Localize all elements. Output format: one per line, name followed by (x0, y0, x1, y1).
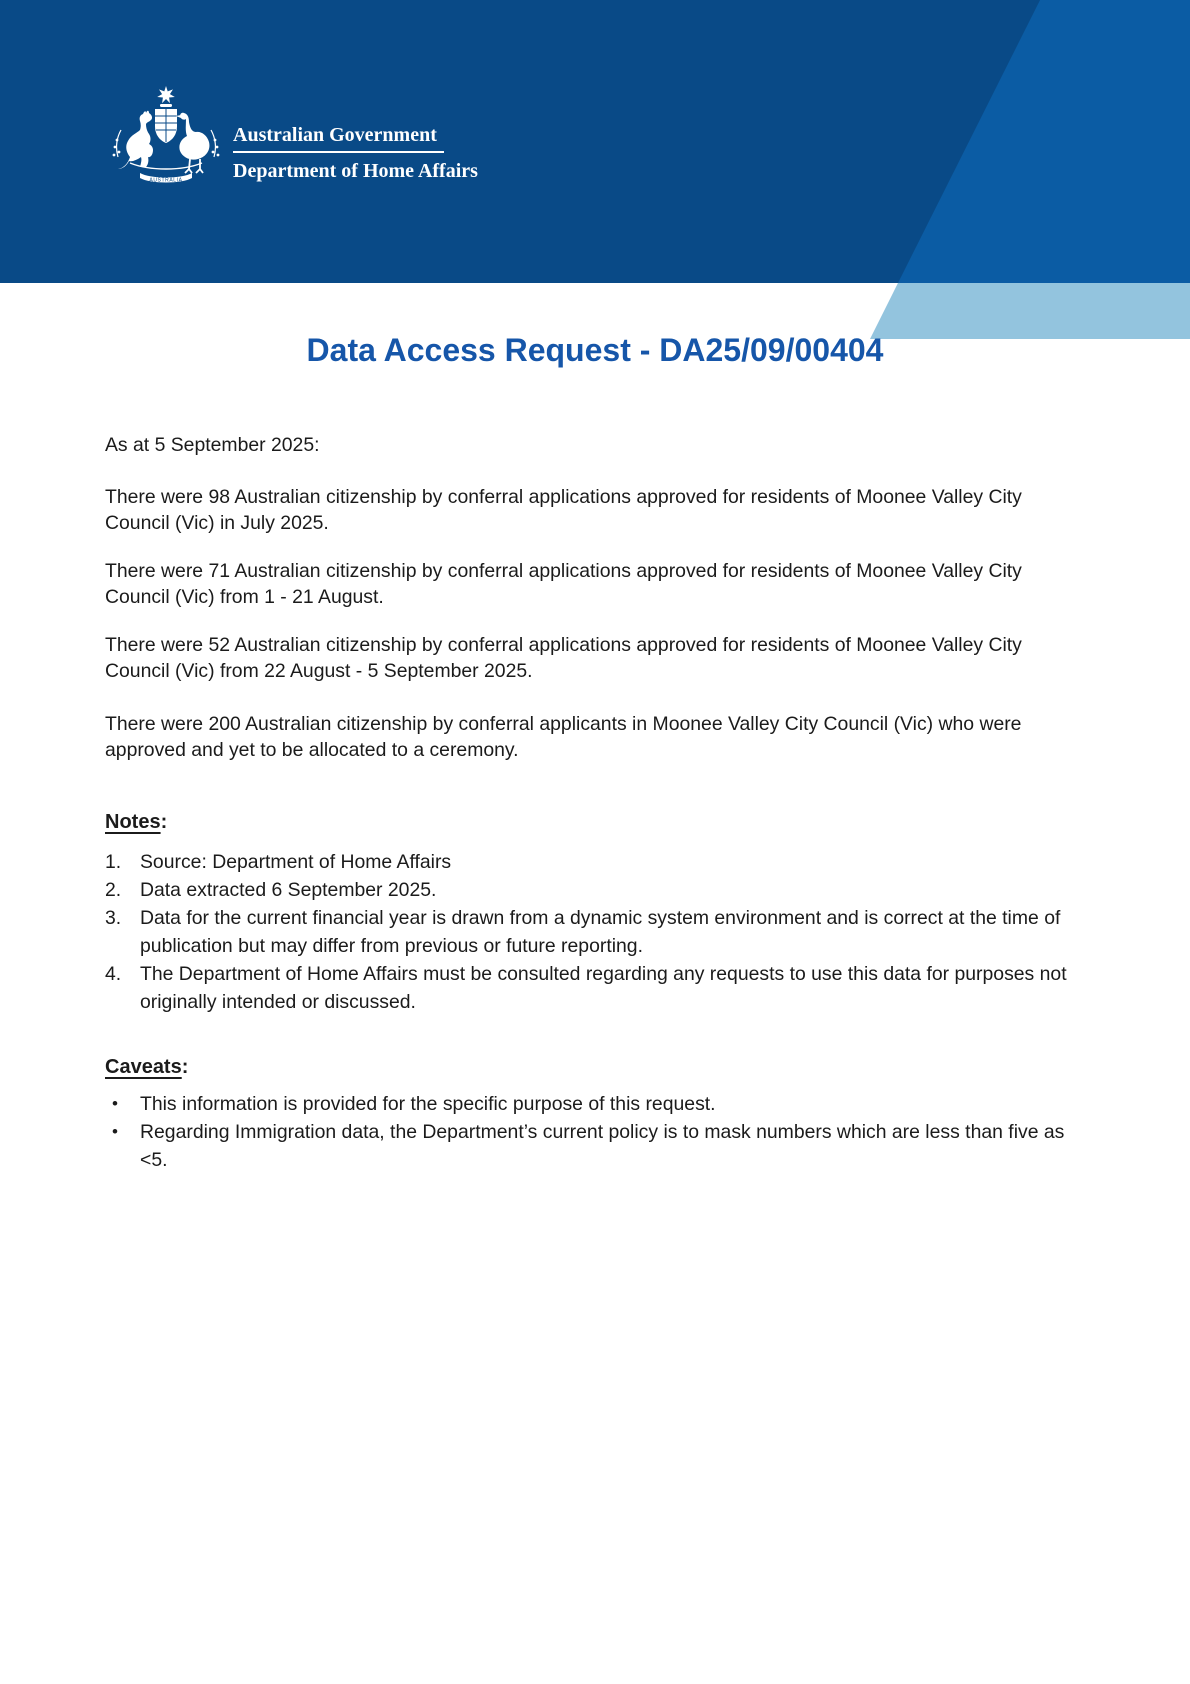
note-number: 3. (105, 907, 122, 929)
note-item (105, 876, 1085, 904)
statement-paragraph: There were 71 Australian citizenship by conferral applications approved for residents of Moonee Valley City Council (Vic) from 1 - 21 August. (105, 560, 1022, 608)
note-text: Data for the current financial year is drawn from a dynamic system environment and is correct at the time of publication but may differ from previous or future reporting. (140, 907, 1061, 957)
note-text: Source: Department of Home Affairs (140, 851, 452, 873)
logo-org-name: Australian Government (233, 124, 437, 146)
statement-paragraph: There were 98 Australian citizenship by conferral applications approved for residents of Moonee Valley City Council (Vic) in July 2025. (105, 486, 1022, 534)
caveats-heading (105, 1055, 188, 1079)
note-item (105, 904, 1085, 960)
logo-dept-name: Department of Home Affairs (233, 160, 478, 182)
caveat-item (105, 1118, 1085, 1174)
note-item (105, 960, 1085, 1016)
caveat-item (105, 1090, 1085, 1118)
page-title: Data Access Request - DA25/09/00404 (306, 332, 884, 368)
statement-paragraph: There were 200 Australian citizenship by conferral applicants in Moonee Valley City Council (Vic) who were approved and yet to be allocated to a ceremony. (105, 713, 1022, 761)
caveats-heading-word: Caveats (105, 1056, 182, 1078)
note-number: 1. (105, 851, 122, 873)
caveats-heading-colon: : (181, 1056, 189, 1078)
statement-paragraph: There were 52 Australian citizenship by conferral applications approved for residents of Moonee Valley City Council (Vic) from 22 August - 5 September 2025. (105, 634, 1022, 682)
note-text: Data extracted 6 September 2025. (140, 879, 437, 901)
logo-text-block (233, 85, 478, 193)
notes-heading-word: Notes (105, 811, 161, 833)
as-at-line: As at 5 September 2025: (105, 434, 320, 456)
notes-heading (105, 810, 167, 834)
australian-coat-of-arms-icon (110, 85, 222, 193)
crest-ribbon-text: AUSTRALIA (149, 177, 183, 184)
bullet-icon: • (112, 1122, 118, 1141)
caveat-text: This information is provided for the specific purpose of this request. (140, 1093, 716, 1115)
notes-heading-colon: : (160, 811, 168, 833)
government-logo (110, 85, 478, 193)
caveat-text: Regarding Immigration data, the Department’s current policy is to mask numbers which are less than five as <5. (140, 1121, 1065, 1171)
bullet-icon: • (112, 1094, 118, 1113)
caveats-list (105, 1090, 1085, 1174)
logo-separator-line (233, 151, 444, 153)
notes-list (105, 848, 1085, 1016)
note-item (105, 848, 1085, 876)
note-number: 4. (105, 963, 122, 985)
note-text: The Department of Home Affairs must be consulted regarding any requests to use this data for purposes not originally intended or discussed. (140, 963, 1067, 1013)
note-number: 2. (105, 879, 122, 901)
